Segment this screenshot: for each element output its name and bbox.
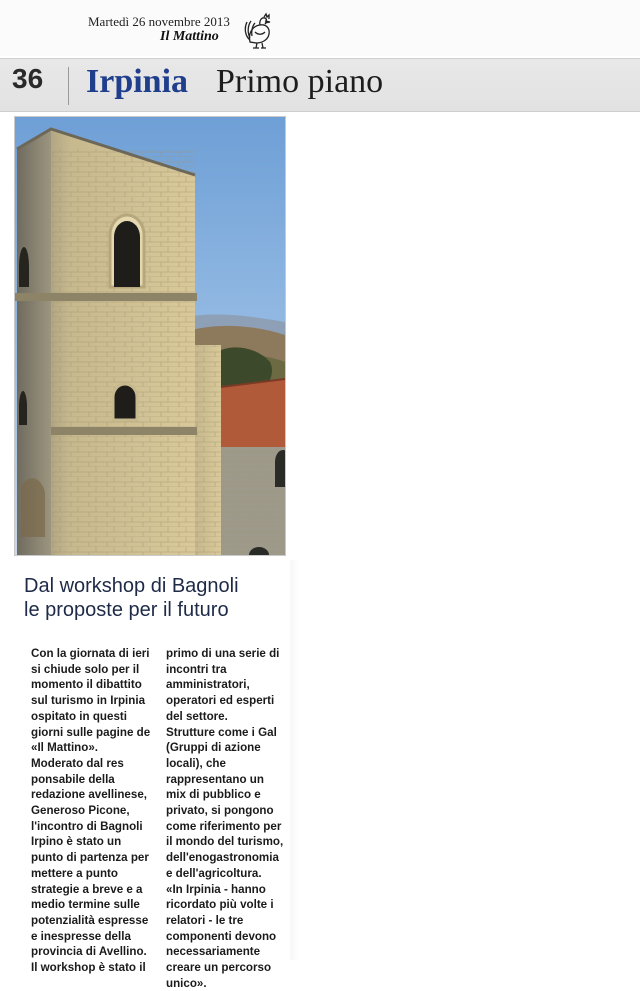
header-divider [68,67,69,105]
rooster-logo-icon [242,12,276,50]
bell-tower-photo [14,116,286,556]
subsection-title: Primo piano [216,63,384,100]
masthead [80,12,280,54]
article-column-2: primo di una serie di incontri tra amministratori, operatori ed esperti del settore. Strutture come i Gal (Gruppi di azione locali), che rappresentano un mix di pubblico e privato, si pongono come riferimento per il mondo del turismo, dell'enogastronomia e dell'agricoltura. «In Irpinia - hanno ricordato più volte i relatori - le tre componenti devono necessariamente creare un percorso unico». [166,647,284,990]
newspaper-name: Il Mattino [160,29,219,44]
paper-shade [290,560,300,960]
section-title: Irpinia [86,63,189,100]
article-headline [24,574,294,622]
article-column-1: Con la giornata di ieri si chiude solo per il momento il dibattito sul turismo in Irpinia ospitato in questi giorni sulle pagine de «Il Mattino». Moderato dal res ponsabile della redazione avellinese, Generoso Picone, l'incontro di Bagnoli Irpino è stato un punto di partenza per mettere a punto strategie a breve e a medio termine sulle potenzialità espresse e inespresse della provincia di Avellino. Il workshop è stato il [31,647,151,975]
publication-date: Martedì 26 novembre 2013 [88,14,230,29]
section-header-bar [0,58,640,112]
bell-tower-illustration [15,117,285,555]
page-number: 36 [12,63,44,94]
headline-line-2: le proposte per il futuro [24,599,229,621]
headline-line-1: Dal workshop di Bagnoli [24,575,239,597]
